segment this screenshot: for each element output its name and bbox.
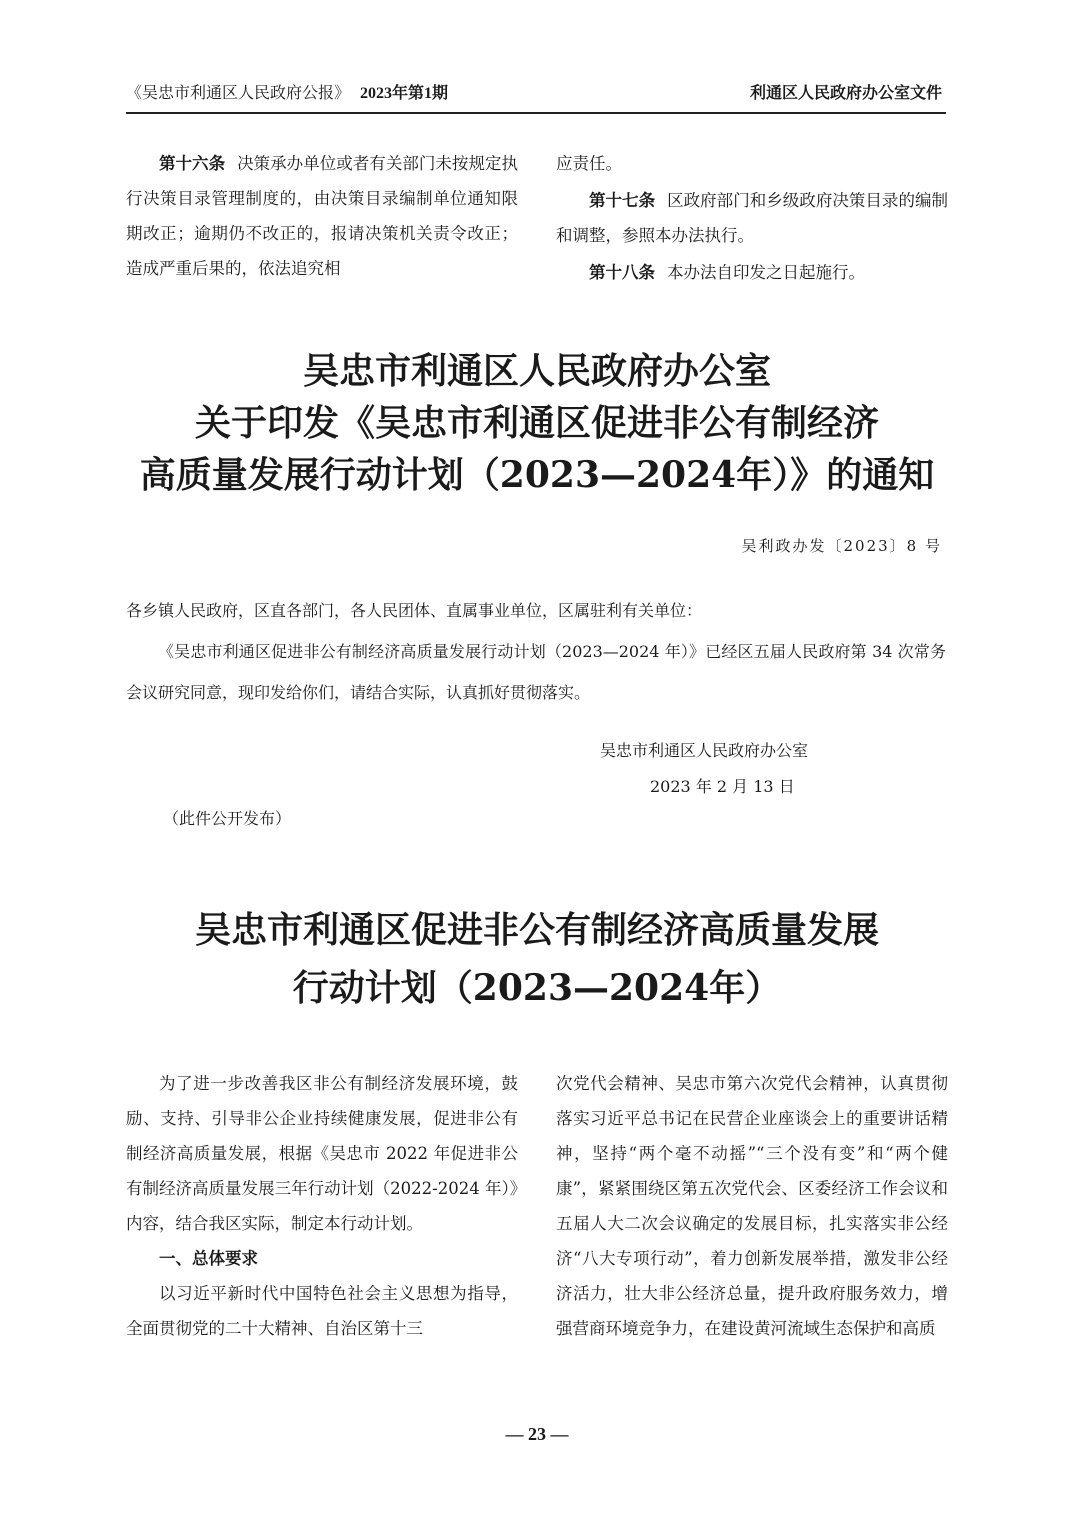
page-number: — 23 — (505, 1424, 569, 1444)
article-18-label: 第十八条 (589, 263, 655, 282)
plan-left-column (126, 1066, 518, 1346)
top-left-column (126, 146, 518, 286)
publication-note: （此件公开发布） (163, 809, 292, 828)
notice-body (126, 590, 946, 713)
document-category: 利通区人民政府办公室文件 (749, 83, 942, 102)
top-right-column (556, 146, 948, 290)
article-17 (556, 183, 948, 253)
plan-title (110, 904, 964, 1014)
issue-date: 2023 年 2 月 13 日 (650, 777, 795, 796)
notice-title-line3: 高质量发展行动计划（2023—2024年）》的通知 (139, 454, 935, 496)
article-16-text: 决策承办单位或者有关部门未按规定执行决策目录管理制度的，由决策目录编制单位通知限期改正；逾期仍不改正的，报请决策机关责令改正；造成严重后果的，依法追究相 (126, 154, 519, 278)
plan-title-line2: 行动计划（2023—2024年） (292, 967, 782, 1009)
issue-number: 2023年第1期 (360, 85, 449, 102)
plan-intro: 为了进一步改善我区非公有制经济发展环境，鼓励、支持、引导非公企业持续健康发展，促进非公有制经济高质量发展，根据《吴忠市 2022 年促进非公有制经济高质量发展三年行动计划（2022-2024 年）》内容，结合我区实际，制定本行动计划。 (126, 1074, 518, 1233)
notice-title-line2: 关于印发《吴忠市利通区促进非公有制经济 (194, 402, 879, 444)
issuer-signature: 吴忠市利通区人民政府办公室 (600, 741, 809, 760)
article-18 (556, 255, 948, 290)
article-16-continued: 应责任。 (556, 154, 622, 173)
section-1-text-start: 以习近平新时代中国特色社会主义思想为指导，全面贯彻党的二十大精神、自治区第十三 (126, 1284, 518, 1338)
notice-title-line1: 吴忠市利通区人民政府办公室 (302, 350, 771, 392)
section-1-heading: 一、总体要求 (159, 1249, 258, 1268)
notice-addressees: 各乡镇人民政府，区直各部门，各人民团体、直属事业单位，区属驻利有关单位： (126, 601, 703, 620)
notice-title (110, 345, 964, 501)
article-17-text: 区政府部门和乡级政府决策目录的编制和调整，参照本办法执行。 (556, 191, 949, 245)
plan-right-column (556, 1066, 948, 1346)
publication-header (126, 80, 448, 103)
article-16 (126, 146, 518, 286)
article-16-label: 第十六条 (159, 154, 226, 173)
article-18-text: 本办法自印发之日起施行。 (667, 263, 865, 282)
document-number: 吴利政办发〔2023〕8 号 (741, 537, 942, 555)
header-divider (126, 112, 946, 114)
section-1-text-continued: 次党代会精神、吴忠市第六次党代会精神，认真贯彻落实习近平总书记在民营企业座谈会上的重要讲话精神，坚持“两个毫不动摇”“三个没有变”和“两个健康”，紧紧围绕区第五次党代会、区委经济工作会议和五届人大二次会议确定的发展目标，扎实落实非公经济“八大专项行动”，着力创新发展举措，激发非公经济活力，壮大非公经济总量，提升政府服务效力，增强营商环境竞争力，在建设黄河流域生态保护和高质 (556, 1074, 948, 1338)
publication-name: 《吴忠市利通区人民政府公报》 (126, 83, 351, 102)
article-17-label: 第十七条 (589, 191, 656, 210)
plan-title-line1: 吴忠市利通区促进非公有制经济高质量发展 (194, 909, 879, 951)
notice-paragraph: 《吴忠市利通区促进非公有制经济高质量发展行动计划（2023—2024 年）》已经区五届人民政府第 34 次常务会议研究同意，现印发给你们，请结合实际，认真抓好贯彻落实。 (126, 642, 946, 702)
